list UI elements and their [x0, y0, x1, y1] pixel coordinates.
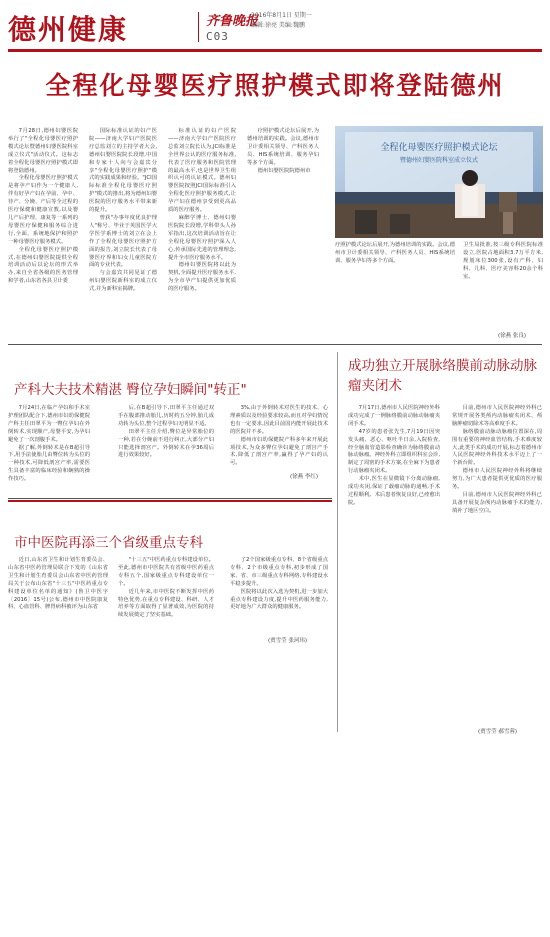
- paragraph: 德州市妇幼保健院产科多年来开展此项技术,为众多臀位孕妇避免了剖宫产手术,降低了剖宫产率,赢得了孕产妇的认可。: [230, 436, 328, 467]
- article4-headline: 市中医院再添三个省级重点专科: [14, 535, 203, 551]
- article2-byline: (徐燕 李红): [290, 474, 319, 480]
- paragraph: "十三五"中医药重点专科建设单位。至此,德州市中医院共有省级中医药重点专科五个,国家级重点专科建设单位一个。: [118, 557, 214, 587]
- paragraph: 术中,医生在显微镜下分离动脉瘤,成功夹闭,保证了载瘤动脉的通畅,手术过程顺利。术后患者恢复良好,已痊愈出院。: [348, 476, 440, 506]
- lead-article-col-1: [8, 128, 78, 328]
- paragraph: 麻醉学博士、德州妇婴医院院长段增,学科带头人孙军指出,这次培训活动旨在让全程化母婴医疗照护深入人心,传承国际先进的管理理念,提升全市医疗服务水平。: [168, 214, 236, 261]
- article3-col-1: [348, 405, 440, 723]
- forum-photo: [335, 126, 543, 238]
- paragraph: 田翠平主任介绍,臀位是异常胎位的一种,若在分娩前不进行纠正,大部分产妇只能选择剖宫产。外倒转术在孕36周后进行效果较好。: [118, 428, 214, 459]
- paragraph: 与会嘉宾共同见证了德州妇婴医院新科室的成立仪式,并为新科室揭牌。: [89, 270, 157, 293]
- column-divider: [337, 352, 338, 732]
- paragraph: 据了解,外倒转术是在B超引导下,用手法使胎儿由臀位转为头位的一种技术,可降低剖宫产率,需要医生具备丰富的临床经验和娴熟的操作技巧。: [8, 444, 90, 483]
- paragraph: 曾获"办事年度优良护理人"称号、毕业于英国医学大学医学系博士的刘立在会上作了全程化母婴医疗照护方面的报告,刘立院长代表了母婴医疗界和妇女儿童医院方面的专业代表。: [89, 214, 157, 269]
- lead-article-col-5b: [463, 242, 543, 318]
- paragraph: 7月28日,德州妇婴医院举行了"全程化母婴医疗照护模式论坛暨德州妇婴医院科室成立仪式"活动仪式。这标志着全程化母婴医疗照护模式即将登陆德州。: [8, 128, 78, 174]
- paragraph: 47岁的患者张先生,7月19日因突发头痛、恶心、呕吐半日余,入院检查,经全脑血管造影检查确诊为脉络膜前动脉动脉瘤。神经外科立即组织科室会诊,制定了周密的手术方案,在全麻下为患者行动脉瘤夹闭术。: [348, 428, 440, 475]
- section-divider: [8, 344, 542, 345]
- photo-banner-subtext: 暨德州妇婴医院科室成立仪式: [399, 157, 479, 164]
- article4-col-3: [230, 557, 328, 631]
- masthead: [8, 6, 542, 46]
- section-divider: [8, 498, 332, 499]
- editor-credits: 编辑:徐亮 美编:魏鹏: [251, 22, 305, 29]
- photo-banner-text: 全程化母婴医疗照护模式论坛: [380, 143, 498, 153]
- paragraph: 全程化母婴医疗照护模式,在德州妇婴医院提供全程培训活动后以论坛的形式举办,来自全省各级的医务管理和学者,山东省各县卫计委: [8, 246, 78, 285]
- paragraph: 近日,山东省卫生和计划生育委员会、山东省中医药管理局联合下发的《山东省卫生和计划生育委员会山东省中医药管理局关于公布山东省"十三五"中医药重点专科建设单位名单的通知》(鲁卫中医字〔2016〕15号)公布,德州市中医院康复科、心血管科、脾胃病科被评为山东省: [8, 557, 108, 611]
- lead-article-col-3: [168, 128, 236, 328]
- paragraph: 卫生局批准,按三级专科医院标准设立,医院占地面积3.7万平方米,规划床位300张,设有产科、妇科、儿科、医疗美容科20余个科室。: [463, 242, 543, 280]
- article4-col-1: [8, 557, 108, 645]
- article2-col-3: [230, 405, 328, 469]
- article2-headline: 产科大夫技术精湛 臀位孕妇瞬间"转正": [14, 382, 247, 398]
- paragraph: 国际标准认证的妇产医院——济南大学妇产医院医疗总监刘立的主持学者大会,德州妇婴医院院长段增,中国和专家十人向与会嘉宾分享"全程化母婴医疗照护"模式的实践成果和经验。"JCI国际标准全程化母婴医疗照护"模式的推出,将为德州妇婴医院的医疗服务水平带来新的提升。: [89, 128, 157, 214]
- paragraph: 德州妇婴医院院德州市: [257, 167, 311, 174]
- issue-date: 2016年8月1日 星期一: [251, 12, 312, 19]
- paragraph: 3%,由于外倒转术对医生的技术、心理素质以及经验要求较高,而且对孕妇情况也有一定要求,因此目前国内能开展此技术的医院并不多。: [230, 405, 328, 435]
- paragraph: 德州妇婴医院将以此为契机,全面提升医疗服务水平,为全市孕产妇提供更加优质的医疗服务。: [168, 262, 236, 293]
- masthead-divider: [198, 12, 199, 42]
- lead-article-col-5a: [335, 242, 455, 318]
- article3-byline: (贾雪莹 郝雪蓉): [478, 729, 518, 735]
- paragraph: 7月24日,在临产孕妇和手术室护理团队配合下,德州市妇幼保健院产科主任田翠平为一臀位孕妇在外倒转术,实现顺产,母婴平安,为孕妇避免了一次剖腹手术。: [8, 405, 90, 443]
- paragraph: 后,在B超引导下,田翠平主任通过双手在腹部推动胎儿,历时约五分钟,胎儿成功转为头位,整个过程孕妇无明显不适。: [118, 405, 214, 427]
- paragraph: 全程化母婴医疗照护模式是将孕产妇作为一个健康人,伴有好孕产妇在孕前、孕中、待产、分娩、产后等全过程的医疗保健和健康宣教,以及婴儿产后护理、康复等一系列的母婴医疗保健和服务综合进行,全面、系统地保护和照护一种母婴医疗服务模式。: [8, 175, 78, 245]
- lead-headline: 全程化母婴医疗照护模式即将登陆德州: [45, 71, 505, 100]
- paragraph: 医院将以此次入选为契机,进一步加大重点专科建设力度,提升中医药服务能力,更好地为广大群众的健康服务。: [230, 588, 328, 611]
- paragraph: 标准认证的妇产医院——济南大学妇产医院医疗总监刘立院长认为,JCI标准是全世界公认的医疗服务标准,代表了医疗服务和医院管理的最高水平,也是世界卫生组织认可的认证模式。德州妇婴医院按照JCI国际标准引入全程化医疗照护服务模式,让孕产妇在德州享受到更高品质的医疗服务。: [168, 128, 236, 214]
- paragraph: 7月17日,德州市人民医院神经外科成功完成了一例脉络膜前动脉动脉瘤夹闭手术。: [348, 405, 440, 427]
- article4-col-2: [118, 557, 214, 645]
- section-divider-accent: [8, 500, 332, 502]
- forum-photo-illustration: [335, 126, 543, 238]
- article3-headline: 成功独立开展脉络膜前动脉动脉瘤夹闭术: [348, 358, 537, 394]
- paragraph: 近几年来,市中医院不断发挥中医药特色优势,在重点专科建设、科研、人才培养等方面取得了显著成效,为医院的持续发展奠定了坚实基础。: [118, 588, 214, 619]
- masthead-rule: [8, 49, 542, 52]
- lead-article-col-2: [89, 128, 157, 328]
- paragraph: 目前,德州市人民医院神经外科已具备开展复杂颅内动脉瘤手术的能力,填补了地区空白。: [452, 491, 542, 514]
- paragraph: 德州市人民医院神经外科将继续努力,为广大患者提供更优质的医疗服务。: [452, 468, 542, 491]
- article2-col-1: [8, 405, 90, 483]
- section-title: 德州健康: [8, 13, 129, 46]
- paragraph: 了2个国家级重点专科、8个省级重点专科、2个市级重点专科,初步形成了国家、省、市三级重点专科网络,专科建设水平稳步提升。: [230, 557, 328, 587]
- paragraph: 疗照护模式论坛后展开,为德州培训的实践。会议,德州市卫计委相关领导、产科医务人员、HIS系统培训、服务孕妇等多个方面。: [247, 128, 319, 166]
- lead-article-col-4: [247, 128, 319, 328]
- article4-byline: (贾雪莹 张珂玮): [268, 638, 308, 644]
- paragraph: 目前,德州市人民医院神经外科已常规开展各类颅内动脉瘤夹闭术、颅脑肿瘤切除术等高难度手术。: [452, 405, 542, 427]
- article2-col-2: [118, 405, 214, 479]
- page-number: C03: [206, 30, 229, 43]
- paragraph: 疗照护模式论坛后展开,为德州培训的实践。会议,德州市卫计委相关领导、产科医务人员、HIS系统培训、服务孕妇等多个方面。: [335, 242, 455, 264]
- lead-byline: (徐燕 张良): [498, 333, 527, 339]
- paragraph: 脉络膜前动脉动脉瘤位置深在,周围有重要的神经血管结构,手术难度较大,此类手术的成功开展,标志着德州市人民医院神经外科技术水平迈上了一个新台阶。: [452, 428, 542, 467]
- newspaper-logo: 齐鲁晚报: [206, 14, 259, 29]
- article3-col-2: [452, 405, 542, 723]
